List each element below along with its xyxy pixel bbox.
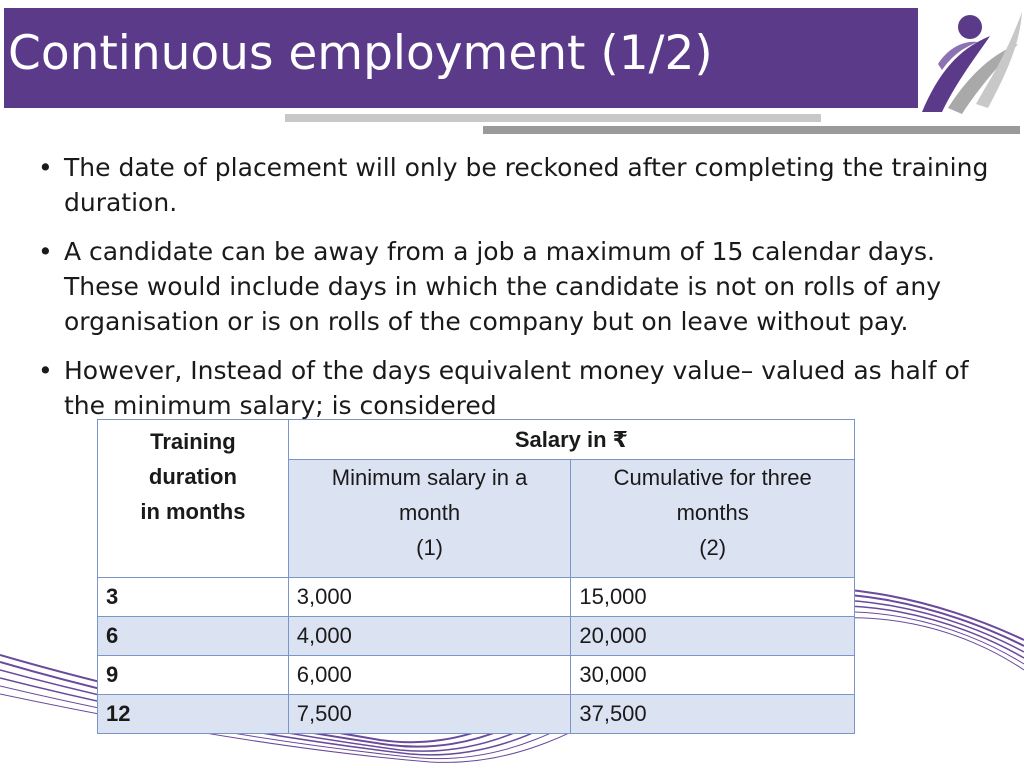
cumulative-cell: 30,000	[571, 656, 855, 695]
min-salary-header	[288, 460, 571, 578]
bullet-glyph: •	[38, 153, 53, 182]
logo-icon	[918, 4, 1024, 122]
header-line: (2)	[699, 535, 727, 560]
header-line: duration	[148, 464, 237, 489]
header-line: Minimum salary in a	[331, 465, 528, 490]
header-line: (1)	[416, 535, 444, 560]
months-cell: 6	[98, 617, 289, 656]
min-salary-cell: 3,000	[288, 578, 571, 617]
bullet-item	[36, 150, 1011, 220]
bullet-item	[36, 353, 1011, 423]
bullet-text: However, Instead of the days equivalent money value– valued as half of the minimum salary; is considered	[64, 356, 969, 420]
table-row	[98, 695, 855, 734]
bullet-list	[36, 150, 1011, 437]
header-line: Training	[150, 429, 236, 454]
header-line: in months	[140, 499, 246, 524]
salary-table	[97, 419, 855, 734]
months-cell: 9	[98, 656, 289, 695]
months-cell: 12	[98, 695, 289, 734]
slide-title: Continuous employment (1/2)	[8, 26, 713, 81]
table-row	[98, 578, 855, 617]
header-line: month	[398, 500, 461, 525]
training-duration-header	[98, 420, 289, 578]
bullet-text: The date of placement will only be reckoned after completing the training duration.	[64, 153, 989, 217]
min-salary-cell: 4,000	[288, 617, 571, 656]
header-line: Cumulative for three	[613, 465, 812, 490]
min-salary-cell: 6,000	[288, 656, 571, 695]
cumulative-header	[571, 460, 855, 578]
bullet-text: A candidate can be away from a job a maximum of 15 calendar days. These would include days in which the candidate is not on rolls of any organisation or is on rolls of the company but on leave without pay.	[64, 237, 941, 336]
cumulative-cell: 15,000	[571, 578, 855, 617]
bullet-glyph: •	[38, 356, 53, 385]
table-row	[98, 656, 855, 695]
salary-group-header: Salary in ₹	[288, 420, 854, 460]
bullet-glyph: •	[38, 237, 53, 266]
min-salary-cell: 7,500	[288, 695, 571, 734]
cumulative-cell: 37,500	[571, 695, 855, 734]
header-line: months	[676, 500, 749, 525]
bullet-item	[36, 234, 1011, 339]
cumulative-cell: 20,000	[571, 617, 855, 656]
months-cell: 3	[98, 578, 289, 617]
title-underline-dark	[483, 126, 1020, 134]
table-row	[98, 617, 855, 656]
title-underline-light	[285, 114, 821, 122]
